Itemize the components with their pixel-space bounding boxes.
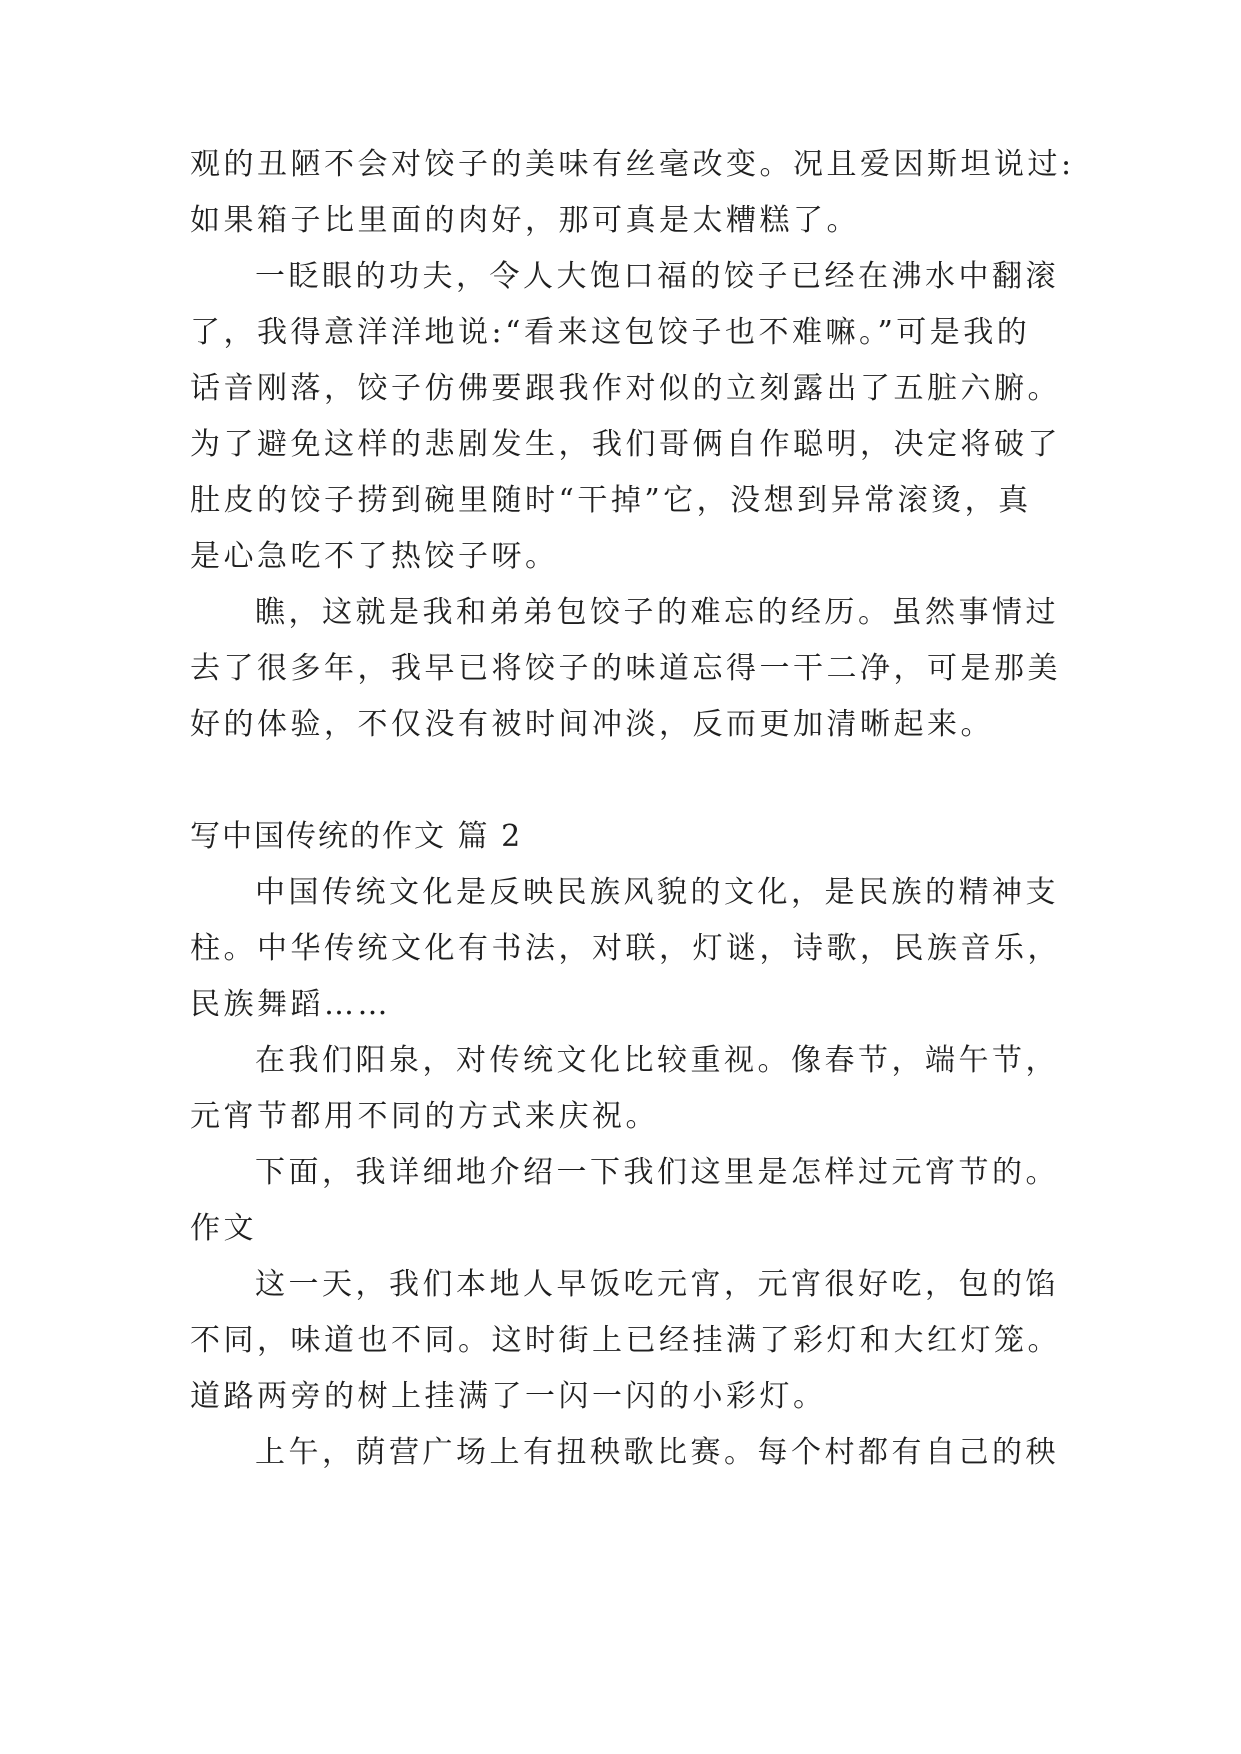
body-line: 肚皮的饺子捞到碗里随时“干掉”它，没想到异常滚烫，真 <box>190 483 1032 518</box>
body-line: 好的体验，不仅没有被时间冲淡，反而更加清晰起来。 <box>190 707 994 742</box>
body-line: 不同，味道也不同。这时街上已经挂满了彩灯和大红灯笼。 <box>190 1323 1061 1358</box>
body-line: 去了很多年，我早已将饺子的味道忘得一干二净，可是那美 <box>190 651 1061 686</box>
body-line: 民族舞蹈…… <box>190 987 391 1022</box>
paragraph-start-line: 这一天，我们本地人早饭吃元宵，元宵很好吃，包的馅 <box>255 1267 1059 1302</box>
body-line: 观的丑陋不会对饺子的美味有丝毫改变。况且爱因斯坦说过: <box>190 147 1075 182</box>
body-line: 话音刚落，饺子仿佛要跟我作对似的立刻露出了五脏六腑。 <box>190 371 1061 406</box>
paragraph-start-line: 中国传统文化是反映民族风貌的文化，是民族的精神支 <box>255 875 1059 910</box>
body-line: 了，我得意洋洋地说:“看来这包饺子也不难嘛。”可是我的 <box>190 315 1031 350</box>
body-line: 道路两旁的树上挂满了一闪一闪的小彩灯。 <box>190 1379 827 1414</box>
paragraph-start-line: 在我们阳泉，对传统文化比较重视。像春节，端午节， <box>255 1043 1059 1078</box>
body-line: 是心急吃不了热饺子呀。 <box>190 539 559 574</box>
body-line: 元宵节都用不同的方式来庆祝。 <box>190 1099 659 1134</box>
paragraph-start-line: 瞧，这就是我和弟弟包饺子的难忘的经历。虽然事情过 <box>255 595 1059 630</box>
body-line: 如果箱子比里面的肉好，那可真是太糟糕了。 <box>190 203 860 238</box>
section-title: 写中国传统的作文 篇 2 <box>190 819 523 854</box>
body-line: 作文 <box>190 1211 257 1246</box>
paragraph-start-line: 一眨眼的功夫，令人大饱口福的饺子已经在沸水中翻滚 <box>255 259 1059 294</box>
body-line: 柱。中华传统文化有书法，对联，灯谜，诗歌，民族音乐， <box>190 931 1061 966</box>
paragraph-start-line: 上午，荫营广场上有扭秧歌比赛。每个村都有自己的秧 <box>255 1435 1059 1470</box>
body-line: 为了避免这样的悲剧发生，我们哥俩自作聪明，决定将破了 <box>190 427 1061 462</box>
paragraph-start-line: 下面，我详细地介绍一下我们这里是怎样过元宵节的。 <box>255 1155 1059 1190</box>
